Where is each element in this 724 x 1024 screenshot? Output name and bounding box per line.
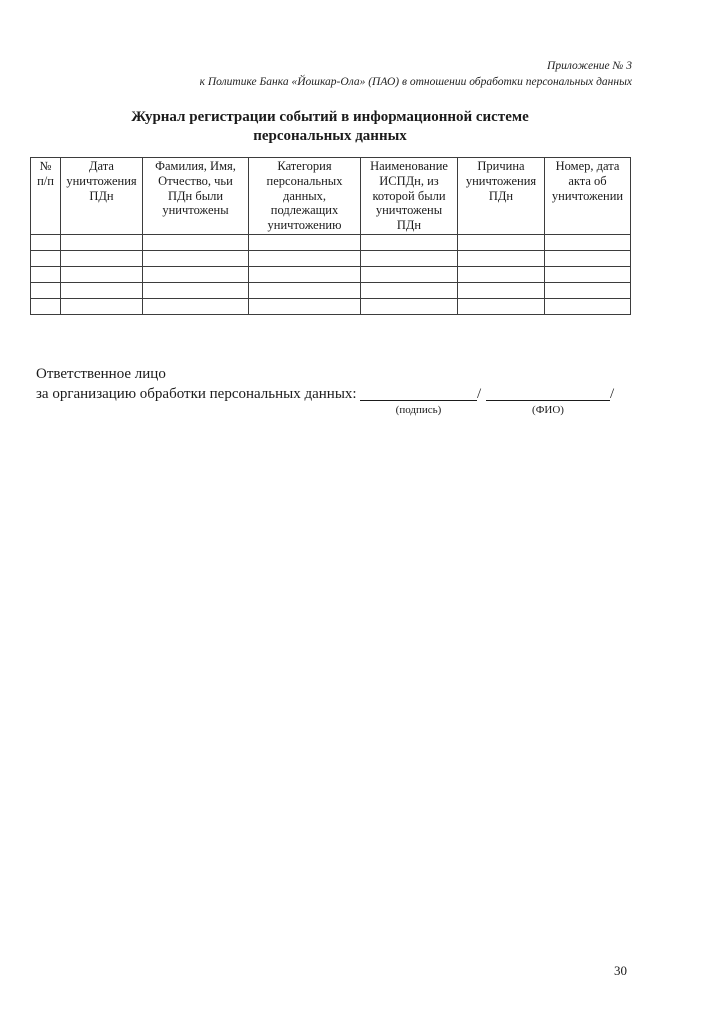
journal-table [30, 157, 631, 315]
table-cell-empty [143, 298, 249, 314]
table-cell-empty [143, 234, 249, 250]
table-cell-empty [361, 266, 458, 282]
table-cell-empty [458, 282, 545, 298]
signature-line [360, 385, 477, 401]
table-cell-empty [143, 282, 249, 298]
table-cell-empty [249, 234, 361, 250]
col-header-data-category: Категория персональных данных, подлежащих уничтожению [249, 158, 361, 235]
journal-table-header [31, 158, 631, 235]
table-row [31, 266, 631, 282]
table-cell-empty [61, 250, 143, 266]
table-cell-empty [31, 250, 61, 266]
col-header-destruction-reason: Причина уничтожения ПДн [458, 158, 545, 235]
page-title-line1: Журнал регистрации событий в информационной системе [131, 109, 529, 125]
responsible-person-role-label: за организацию обработки персональных данных: [36, 386, 357, 402]
fio-caption: (ФИО) [532, 404, 564, 416]
table-cell-empty [545, 250, 631, 266]
table-cell-empty [361, 298, 458, 314]
table-cell-empty [361, 234, 458, 250]
col-header-number: № п/п [31, 158, 61, 235]
table-cell-empty [458, 250, 545, 266]
table-row [31, 282, 631, 298]
page-number: 30 [614, 963, 627, 978]
table-cell-empty [545, 234, 631, 250]
fio-slash: / [610, 386, 615, 402]
table-cell-empty [545, 282, 631, 298]
table-cell-empty [458, 234, 545, 250]
table-cell-empty [249, 298, 361, 314]
header-row [31, 158, 631, 235]
table-cell-empty [249, 250, 361, 266]
table-cell-empty [545, 266, 631, 282]
col-header-full-name: Фамилия, Имя, Отчество, чьи ПДн были уничтожены [143, 158, 249, 235]
table-row [31, 298, 631, 314]
table-row [31, 234, 631, 250]
table-cell-empty [249, 266, 361, 282]
table-cell-empty [31, 234, 61, 250]
responsible-person-label: Ответственное лицо [36, 366, 166, 382]
table-cell-empty [458, 298, 545, 314]
table-cell-empty [249, 282, 361, 298]
table-cell-empty [143, 266, 249, 282]
page-title [30, 108, 630, 146]
appendix-note-line2: к Политике Банка «Йошкар-Ола» (ПАО) в отношении обработки персональных данных [199, 76, 632, 88]
table-cell-empty [31, 282, 61, 298]
table-cell-empty [31, 298, 61, 314]
table-cell-empty [31, 266, 61, 282]
table-cell-empty [361, 250, 458, 266]
appendix-note-line1: Приложение № 3 [547, 60, 632, 72]
signature-slash: / [477, 386, 482, 402]
table-cell-empty [61, 234, 143, 250]
table-cell-empty [61, 298, 143, 314]
table-row [31, 250, 631, 266]
fio-line [486, 385, 610, 401]
appendix-note [200, 58, 632, 90]
page-title-line2: персональных данных [253, 128, 407, 144]
col-header-ispdn-name: Наименование ИСПДн, из которой были уничтожены ПДн [361, 158, 458, 235]
table-cell-empty [61, 266, 143, 282]
table-cell-empty [143, 250, 249, 266]
col-header-act-number: Номер, дата акта об уничтожении [545, 158, 631, 235]
table-cell-empty [458, 266, 545, 282]
journal-table-body [31, 234, 631, 314]
signature-caption: (подпись) [395, 404, 442, 416]
table-cell-empty [361, 282, 458, 298]
table-cell-empty [545, 298, 631, 314]
col-header-destruction-date: Дата уничтожения ПДн [61, 158, 143, 235]
signature-block [36, 365, 656, 420]
table-cell-empty [61, 282, 143, 298]
